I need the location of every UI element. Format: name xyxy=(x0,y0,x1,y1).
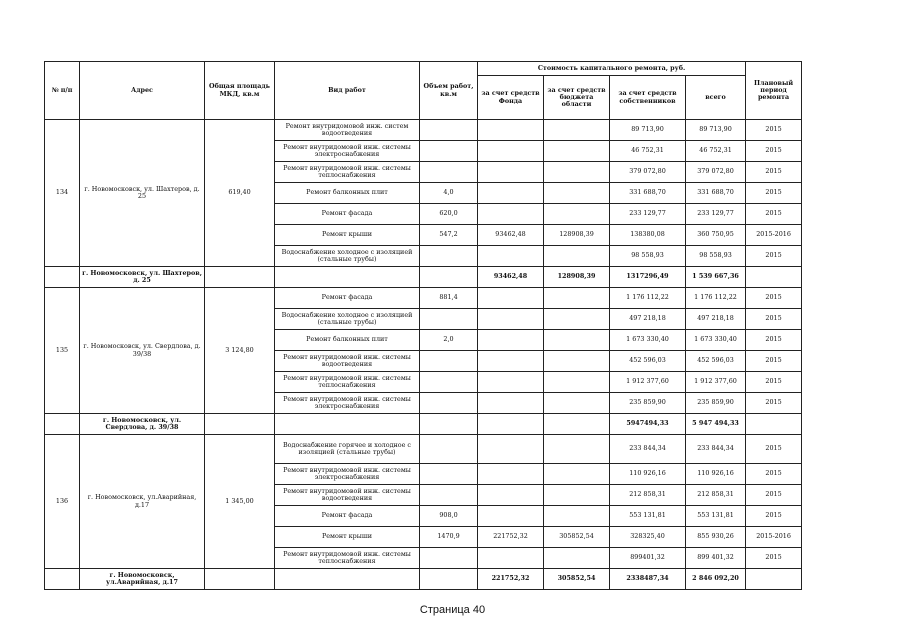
subtotal-address: г. Новомосковск, ул. Свердлова, д. 39/38 xyxy=(80,414,205,435)
period-cell: 2015 xyxy=(746,204,802,225)
period-cell: 2015 xyxy=(746,548,802,569)
fund-cell: 93462,48 xyxy=(478,225,544,246)
period-cell: 2015 xyxy=(746,393,802,414)
subtotal-own: 5947494,33 xyxy=(610,414,686,435)
subtotal-period xyxy=(746,569,802,590)
volume-cell xyxy=(420,162,478,183)
total-cell: 98 558,93 xyxy=(686,246,746,267)
budget-cell xyxy=(544,372,610,393)
budget-cell xyxy=(544,204,610,225)
subtotal-work xyxy=(275,569,420,590)
subtotal-period xyxy=(746,414,802,435)
subtotal-budget: 305852,54 xyxy=(544,569,610,590)
work-cell: Ремонт внутридомовой инж. системы теплоснабжения xyxy=(275,372,420,393)
subtotal-work xyxy=(275,267,420,288)
fund-cell xyxy=(478,506,544,527)
budget-cell xyxy=(544,309,610,330)
budget-cell xyxy=(544,120,610,141)
work-cell: Ремонт крыши xyxy=(275,527,420,548)
work-cell: Ремонт фасада xyxy=(275,288,420,309)
volume-cell xyxy=(420,141,478,162)
table-row xyxy=(45,120,802,141)
period-cell: 2015 xyxy=(746,183,802,204)
volume-cell: 881,4 xyxy=(420,288,478,309)
work-cell: Водоснабжение холодное с изоляцией (стальные трубы) xyxy=(275,246,420,267)
total-cell: 497 218,18 xyxy=(686,309,746,330)
work-cell: Ремонт внутридомовой инж. системы теплоснабжения xyxy=(275,548,420,569)
own-cell: 1 673 330,40 xyxy=(610,330,686,351)
budget-cell xyxy=(544,485,610,506)
header-num: № п/п xyxy=(45,62,80,120)
volume-cell xyxy=(420,435,478,464)
subtotal-area xyxy=(205,267,275,288)
own-cell: 497 218,18 xyxy=(610,309,686,330)
work-cell: Водоснабжение холодное с изоляцией (стальные трубы) xyxy=(275,309,420,330)
own-cell: 331 688,70 xyxy=(610,183,686,204)
budget-cell xyxy=(544,246,610,267)
header-volume: Объем работ, кв.м xyxy=(420,62,478,120)
total-cell: 553 131,81 xyxy=(686,506,746,527)
total-cell: 235 859,90 xyxy=(686,393,746,414)
subtotal-row xyxy=(45,569,802,590)
total-cell: 89 713,90 xyxy=(686,120,746,141)
period-cell: 2015 xyxy=(746,506,802,527)
subtotal-area xyxy=(205,414,275,435)
period-cell: 2015-2016 xyxy=(746,527,802,548)
table-body xyxy=(45,120,802,590)
subtotal-volume xyxy=(420,414,478,435)
fund-cell xyxy=(478,246,544,267)
budget-cell xyxy=(544,435,610,464)
own-cell: 452 596,03 xyxy=(610,351,686,372)
subtotal-total: 5 947 494,33 xyxy=(686,414,746,435)
subtotal-row xyxy=(45,267,802,288)
period-cell: 2015-2016 xyxy=(746,225,802,246)
total-cell: 1 176 112,22 xyxy=(686,288,746,309)
subtotal-own: 2338487,34 xyxy=(610,569,686,590)
subtotal-area xyxy=(205,569,275,590)
total-cell: 233 129,77 xyxy=(686,204,746,225)
fund-cell xyxy=(478,183,544,204)
volume-cell xyxy=(420,351,478,372)
period-cell: 2015 xyxy=(746,309,802,330)
work-cell: Ремонт внутридомовой инж. системы электроснабжения xyxy=(275,464,420,485)
work-cell: Ремонт крыши xyxy=(275,225,420,246)
fund-cell xyxy=(478,309,544,330)
subtotal-fund xyxy=(478,414,544,435)
work-cell: Ремонт балконных плит xyxy=(275,183,420,204)
total-cell: 233 844,34 xyxy=(686,435,746,464)
period-cell: 2015 xyxy=(746,141,802,162)
work-cell: Ремонт внутридомовой инж. системы теплоснабжения xyxy=(275,162,420,183)
own-cell: 235 859,90 xyxy=(610,393,686,414)
volume-cell xyxy=(420,246,478,267)
work-cell: Ремонт фасада xyxy=(275,204,420,225)
volume-cell: 1470,9 xyxy=(420,527,478,548)
period-cell: 2015 xyxy=(746,288,802,309)
budget-cell: 305852,54 xyxy=(544,527,610,548)
own-cell: 233 844,34 xyxy=(610,435,686,464)
address-cell: г. Новомосковск, ул. Свердлова, д. 39/38 xyxy=(80,288,205,414)
fund-cell xyxy=(478,372,544,393)
own-cell: 98 558,93 xyxy=(610,246,686,267)
table-row xyxy=(45,435,802,464)
volume-cell xyxy=(420,120,478,141)
own-cell: 212 858,31 xyxy=(610,485,686,506)
address-cell: г. Новомосковск, ул. Шахтеров, д. 25 xyxy=(80,120,205,267)
total-cell: 379 072,80 xyxy=(686,162,746,183)
budget-cell xyxy=(544,183,610,204)
total-cell: 452 596,03 xyxy=(686,351,746,372)
total-cell: 1 673 330,40 xyxy=(686,330,746,351)
total-cell: 899 401,32 xyxy=(686,548,746,569)
area-cell: 3 124,80 xyxy=(205,288,275,414)
total-cell: 110 926,16 xyxy=(686,464,746,485)
fund-cell xyxy=(478,330,544,351)
volume-cell: 547,2 xyxy=(420,225,478,246)
budget-cell xyxy=(544,393,610,414)
work-cell: Водоснабжение горячее и холодное с изоляцией (стальные трубы) xyxy=(275,435,420,464)
period-cell: 2015 xyxy=(746,330,802,351)
fund-cell xyxy=(478,351,544,372)
budget-cell xyxy=(544,506,610,527)
own-cell: 379 072,80 xyxy=(610,162,686,183)
header-cost-group: Стоимость капитального ремонта, руб. xyxy=(478,62,746,76)
total-cell: 1 912 377,60 xyxy=(686,372,746,393)
volume-cell: 4,0 xyxy=(420,183,478,204)
fund-cell xyxy=(478,204,544,225)
total-cell: 331 688,70 xyxy=(686,183,746,204)
subtotal-volume xyxy=(420,569,478,590)
subtotal-row xyxy=(45,414,802,435)
subtotal-total: 2 846 092,20 xyxy=(686,569,746,590)
subtotal-address: г. Новомосковск, ул. Шахтеров, д. 25 xyxy=(80,267,205,288)
own-cell: 110 926,16 xyxy=(610,464,686,485)
period-cell: 2015 xyxy=(746,246,802,267)
period-cell: 2015 xyxy=(746,162,802,183)
period-cell: 2015 xyxy=(746,120,802,141)
subtotal-budget: 128908,39 xyxy=(544,267,610,288)
period-cell: 2015 xyxy=(746,372,802,393)
row-number: 134 xyxy=(45,120,80,267)
total-cell: 46 752,31 xyxy=(686,141,746,162)
header-period: Плановый период ремонта xyxy=(746,62,802,120)
subtotal-num xyxy=(45,569,80,590)
total-cell: 360 750,95 xyxy=(686,225,746,246)
own-cell: 233 129,77 xyxy=(610,204,686,225)
volume-cell: 2,0 xyxy=(420,330,478,351)
header-fund: за счет средств Фонда xyxy=(478,76,544,120)
own-cell: 553 131,81 xyxy=(610,506,686,527)
budget-cell xyxy=(544,548,610,569)
work-cell: Ремонт внутридомовой инж. систем водоотведения xyxy=(275,120,420,141)
own-cell: 1 912 377,60 xyxy=(610,372,686,393)
page-footer: Страница 40 xyxy=(419,604,486,616)
own-cell: 89 713,90 xyxy=(610,120,686,141)
period-cell: 2015 xyxy=(746,351,802,372)
total-cell: 855 930,26 xyxy=(686,527,746,548)
own-cell: 899401,32 xyxy=(610,548,686,569)
fund-cell xyxy=(478,120,544,141)
fund-cell xyxy=(478,548,544,569)
volume-cell xyxy=(420,309,478,330)
volume-cell xyxy=(420,485,478,506)
subtotal-num xyxy=(45,267,80,288)
work-cell: Ремонт внутридомовой инж. системы водоотведения xyxy=(275,351,420,372)
budget-cell xyxy=(544,464,610,485)
budget-cell xyxy=(544,141,610,162)
fund-cell xyxy=(478,464,544,485)
row-number: 136 xyxy=(45,435,80,569)
fund-cell xyxy=(478,393,544,414)
header-budget: за счет средств бюджета области xyxy=(544,76,610,120)
work-cell: Ремонт балконных плит xyxy=(275,330,420,351)
subtotal-fund: 93462,48 xyxy=(478,267,544,288)
own-cell: 46 752,31 xyxy=(610,141,686,162)
volume-cell xyxy=(420,548,478,569)
total-cell: 212 858,31 xyxy=(686,485,746,506)
volume-cell: 620,0 xyxy=(420,204,478,225)
area-cell: 1 345,00 xyxy=(205,435,275,569)
subtotal-own: 1317296,49 xyxy=(610,267,686,288)
subtotal-volume xyxy=(420,267,478,288)
work-cell: Ремонт фасада xyxy=(275,506,420,527)
subtotal-budget xyxy=(544,414,610,435)
fund-cell xyxy=(478,485,544,506)
volume-cell xyxy=(420,393,478,414)
header-total: всего xyxy=(686,76,746,120)
fund-cell xyxy=(478,141,544,162)
repair-table xyxy=(44,61,802,590)
period-cell: 2015 xyxy=(746,435,802,464)
subtotal-period xyxy=(746,267,802,288)
header-own: за счет средств собственников xyxy=(610,76,686,120)
header-area: Общая площадь МКД, кв.м xyxy=(205,62,275,120)
volume-cell xyxy=(420,372,478,393)
own-cell: 328325,40 xyxy=(610,527,686,548)
subtotal-fund: 221752,32 xyxy=(478,569,544,590)
subtotal-work xyxy=(275,414,420,435)
work-cell: Ремонт внутридомовой инж. системы водоотведения xyxy=(275,485,420,506)
budget-cell xyxy=(544,351,610,372)
header-address: Адрес xyxy=(80,62,205,120)
volume-cell xyxy=(420,464,478,485)
volume-cell: 908,0 xyxy=(420,506,478,527)
own-cell: 138380,08 xyxy=(610,225,686,246)
fund-cell xyxy=(478,162,544,183)
period-cell: 2015 xyxy=(746,485,802,506)
budget-cell xyxy=(544,162,610,183)
header-work: Вид работ xyxy=(275,62,420,120)
table-row xyxy=(45,288,802,309)
own-cell: 1 176 112,22 xyxy=(610,288,686,309)
period-cell: 2015 xyxy=(746,464,802,485)
area-cell: 619,40 xyxy=(205,120,275,267)
budget-cell xyxy=(544,288,610,309)
budget-cell: 128908,39 xyxy=(544,225,610,246)
subtotal-num xyxy=(45,414,80,435)
fund-cell xyxy=(478,288,544,309)
row-number: 135 xyxy=(45,288,80,414)
work-cell: Ремонт внутридомовой инж. системы электроснабжения xyxy=(275,393,420,414)
subtotal-address: г. Новомосковск, ул.Аварийная, д.17 xyxy=(80,569,205,590)
subtotal-total: 1 539 667,36 xyxy=(686,267,746,288)
work-cell: Ремонт внутридомовой инж. системы электроснабжения xyxy=(275,141,420,162)
fund-cell xyxy=(478,435,544,464)
address-cell: г. Новомосковск, ул.Аварийная, д.17 xyxy=(80,435,205,569)
fund-cell: 221752,32 xyxy=(478,527,544,548)
budget-cell xyxy=(544,330,610,351)
